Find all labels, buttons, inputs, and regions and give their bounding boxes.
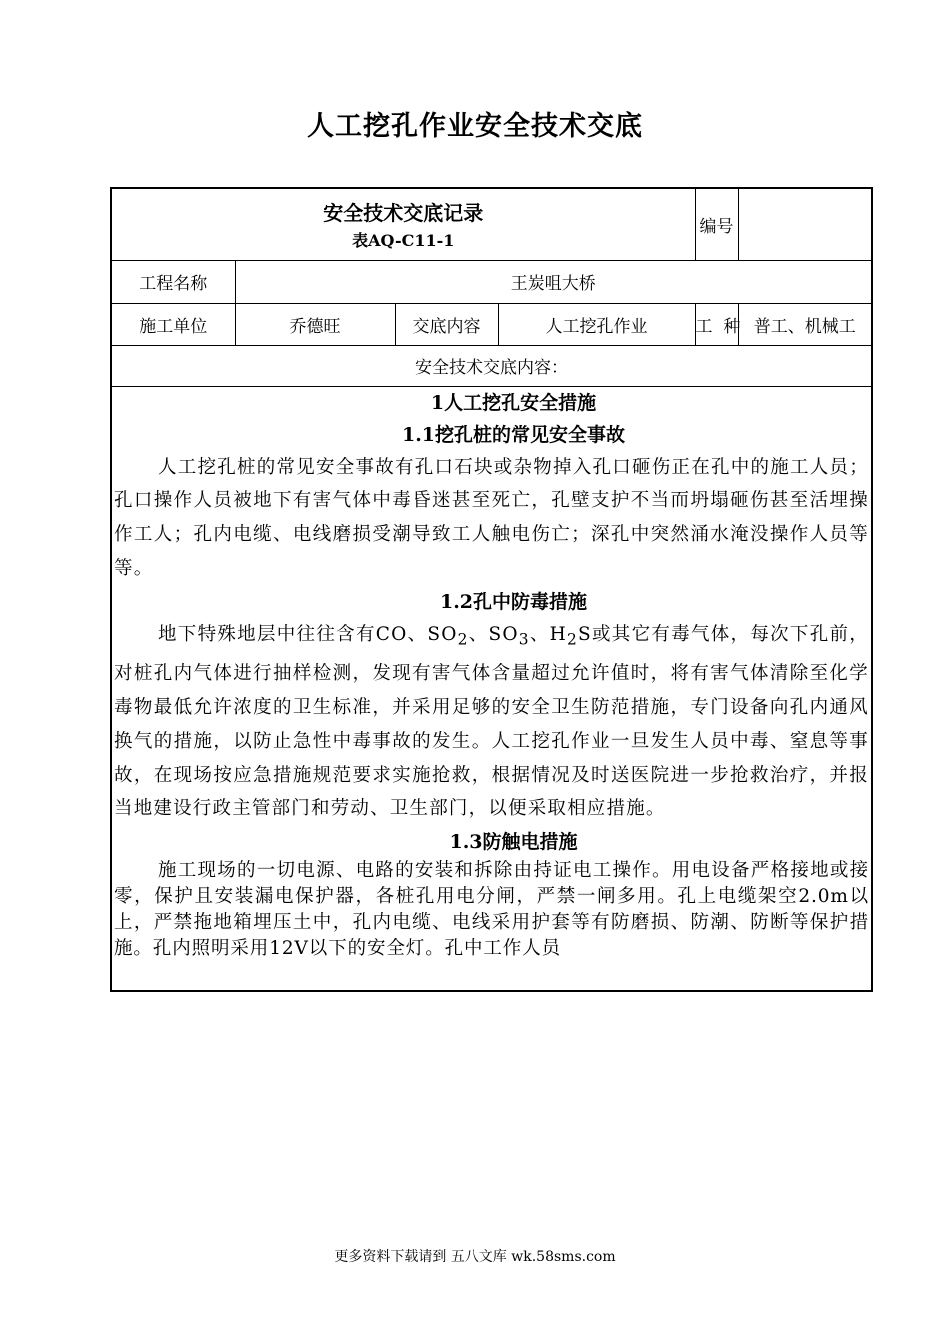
footer-note: 更多资料下载请到 五八文库 wk.58sms.com [334,1249,616,1265]
content-label: 交底内容 [395,303,498,345]
content-value: 人工挖孔作业 [498,303,695,345]
form-code: 表AQ-C11-1 [352,231,455,251]
disclosure-record-table [110,187,873,992]
p2-sub-3: 2 [567,630,579,649]
project-label: 工程名称 [111,260,235,303]
section-heading-1: 1人工挖孔安全措施 [430,391,597,414]
p2-part-b: 、SO [468,623,519,645]
paragraph-anti-electric-shock: 施工现场的一切电源、电路的安装和拆除由持证电工操作。用电设备严格接地或接零，保护且安装漏电保护器，各桩孔用电分闸，严禁一闸多用。孔上电缆架空2.0m以上，严禁拖地箱埋压土中，孔内电缆、电线采用护套等有防磨损、防潮、防断等保护措施。孔内照明采用12V以下的安全灯。孔中工作人员 [114,860,870,960]
content-body [112,387,871,990]
paragraph-common-accidents: 人工挖孔桩的常见安全事故有孔口石块或杂物掉入孔口砸伤正在孔中的施工人员；孔口操作人员被地下有害气体中毒昏迷甚至死亡，孔壁支护不当而坍塌砸伤甚至活埋操作工人；孔内电缆、电线磨损受潮导致工人触电伤亡；深孔中突然涌水淹没操作人员等等。 [114,456,870,579]
section-heading-1-1: 1.1挖孔桩的常见安全事故 [401,423,626,446]
p2-sub-2: 3 [518,630,530,649]
document-title: 人工挖孔作业安全技术交底 [307,111,643,142]
trade-label: 工 种 [695,303,738,345]
trade-value: 普工、机械工 [738,303,872,345]
number-label: 编号 [695,188,738,260]
project-value: 王炭咀大桥 [235,260,872,303]
record-title: 安全技术交底记录 [323,201,484,226]
paragraph-anti-poison [114,618,869,826]
p2-part-d: S或其它有毒气体，每次下孔前，对桩孔内气体进行抽样检测，发现有害气体含量超过允许值时，将有害气体清除至化学毒物最低允许浓度的卫生标准，并采用足够的安全卫生防范措施，专门设备向孔内通风换气的措施，以防止急性中毒事故的发生。人工挖孔作业一旦发生人员中毒、窒息等事故，在现场按应急措施规范要求实施抢救，根据情况及时送医院进一步抢救治疗，并报当地建设行政主管部门和劳动、卫生部门，以便采取相应措施。 [114,623,870,820]
p2-part-c: 、H [529,623,567,645]
record-title-cell [111,188,695,260]
content-body-cell [111,386,872,991]
section-heading-1-3: 1.3防触电措施 [449,831,578,854]
section-heading-1-2: 1.2孔中防毒措施 [439,590,588,613]
unit-value: 乔德旺 [235,303,395,345]
p2-part-a: 地下特殊地层中往往含有CO、SO [158,623,458,645]
number-value [738,188,872,260]
p2-sub-1: 2 [457,630,469,649]
unit-label: 施工单位 [111,303,235,345]
content-header: 安全技术交底内容： [111,345,872,386]
